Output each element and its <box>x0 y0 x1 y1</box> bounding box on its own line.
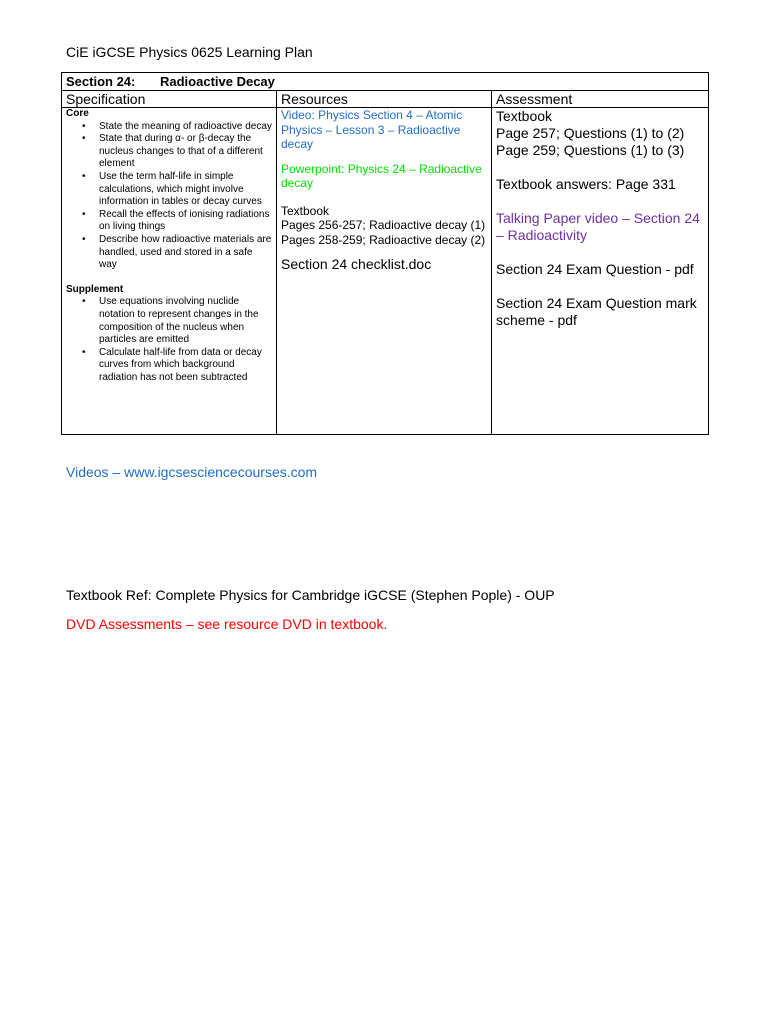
core-item: • State the meaning of radioactive decay <box>99 121 272 134</box>
assessment-cell <box>492 108 709 435</box>
mark-scheme-pdf: Section 24 Exam Question mark scheme - pdf <box>496 295 697 328</box>
textbook-reference: Textbook Ref: Complete Physics for Cambridge iGCSE (Stephen Pople) - OUP <box>66 587 555 603</box>
content-row <box>62 108 709 435</box>
column-header-row <box>62 91 709 108</box>
header-specification: Specification <box>62 91 277 108</box>
talking-paper-video-link[interactable]: Talking Paper video – Section 24 – Radioactivity <box>496 210 700 243</box>
section-number: Section 24: <box>66 74 136 89</box>
textbook-answers: Textbook answers: Page 331 <box>496 176 676 192</box>
resources-pages-2: Pages 258-259; Radioactive decay (2) <box>281 232 486 247</box>
header-assessment: Assessment <box>492 91 709 108</box>
core-label: Core <box>66 108 89 119</box>
assessment-textbook-label: Textbook <box>496 108 553 124</box>
resources-pages-1: Pages 256-257; Radioactive decay (1) <box>281 218 486 232</box>
dvd-assessments-note: DVD Assessments – see resource DVD in textbook. <box>66 616 388 632</box>
exam-question-pdf: Section 24 Exam Question - pdf <box>496 261 694 277</box>
supplement-item: • Calculate half-life from data or decay curves from which background radiation has not been subtracted <box>99 347 272 385</box>
header-resources: Resources <box>277 91 492 108</box>
core-list <box>66 121 272 272</box>
document-title: CiE iGCSE Physics 0625 Learning Plan <box>66 44 313 60</box>
powerpoint-resource-link[interactable]: Powerpoint: Physics 24 – Radioactive decay <box>281 161 482 190</box>
core-item: • Recall the effects of ionising radiations on living things <box>99 209 272 234</box>
assessment-question-1: Page 257; Questions (1) to (2) <box>496 125 685 141</box>
core-item: • State that during α- or β-decay the nucleus changes to that of a different element <box>99 133 272 171</box>
videos-website-link[interactable]: Videos – www.igcsesciencecourses.com <box>66 464 318 480</box>
section-title-cell <box>62 73 709 91</box>
supplement-item: • Use equations involving nuclide notation to represent changes in the composition of the nucleus when particles are emitted <box>99 296 272 346</box>
core-item: • Use the term half-life in simple calculations, which might involve information in tables or decay curves <box>99 171 272 209</box>
resources-cell <box>277 108 492 435</box>
section-header-row <box>62 73 709 91</box>
resources-textbook-label: Textbook <box>281 203 330 218</box>
specification-cell <box>62 108 277 435</box>
supplement-list <box>66 296 272 384</box>
supplement-label: Supplement <box>66 283 124 295</box>
learning-plan-table <box>61 72 709 435</box>
section-name: Radioactive Decay <box>160 74 275 89</box>
assessment-question-2: Page 259; Questions (1) to (3) <box>496 142 685 158</box>
checklist-resource: Section 24 checklist.doc <box>281 256 432 272</box>
core-item: • Describe how radioactive materials are handled, used and stored in a safe way <box>99 234 272 272</box>
video-resource-link[interactable]: Video: Physics Section 4 – Atomic Physics – Lesson 3 – Radioactive decay <box>281 108 463 151</box>
